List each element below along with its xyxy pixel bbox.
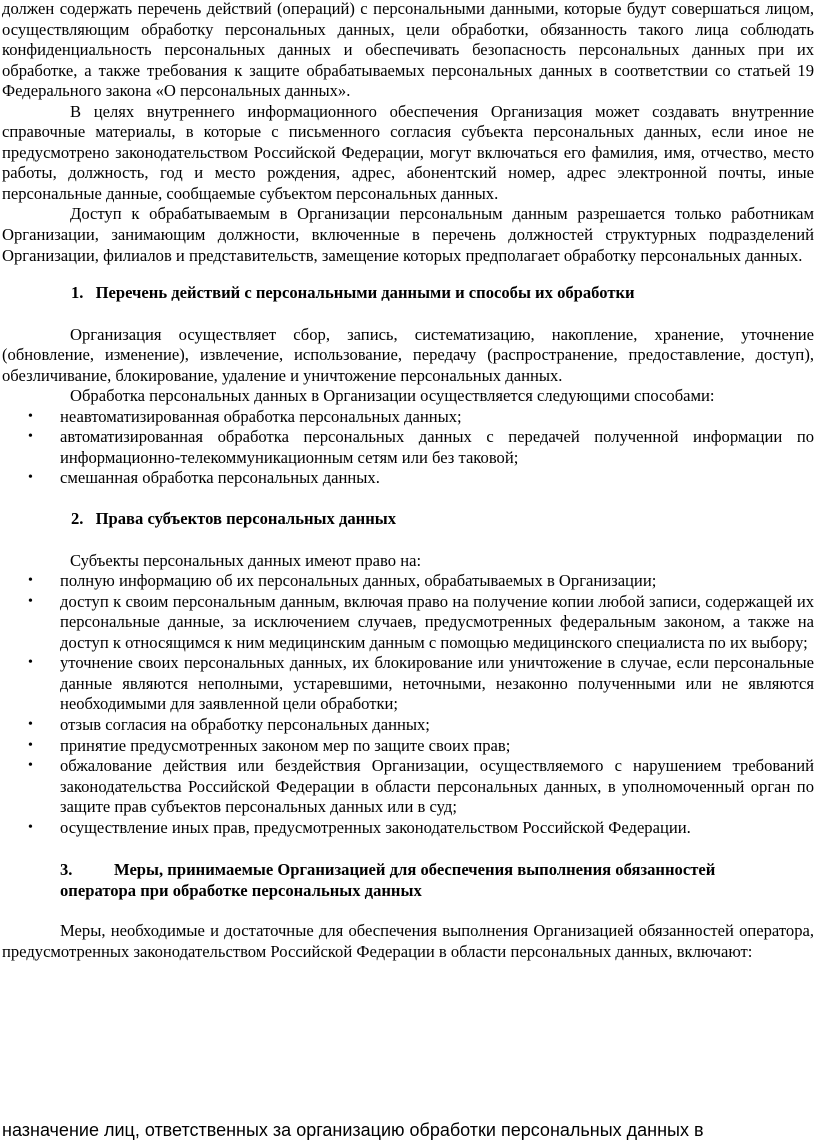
section-3-title-line-2: оператора при обработке персональных данных (60, 880, 422, 900)
section-1-number: 1. (71, 283, 84, 303)
bullet: • (28, 819, 33, 835)
bullet: • (28, 737, 33, 753)
list-item: • доступ к своим персональным данным, включая право на получение копии любой записи, содержащей их персональные данные, за исключением случаев, предусмотренных федеральным законом, а также на доступ к относящимся к ним медицинским данным с помощью медицинского специалиста по их выбору; (28, 591, 814, 652)
intro-paragraph-3: Доступ к обрабатываемым в Организации персональным данным разрешается только работникам Организации, занимающим должности, включенные в перечень должностей структурных подразделений Организации, филиалов и представительств, замещение которых предполагает обработку персональных данных. (2, 204, 814, 265)
list-item: • отзыв согласия на обработку персональных данных; (28, 714, 430, 734)
bullet: • (28, 573, 33, 589)
section-2-heading (0, 509, 816, 530)
section-3-heading (0, 860, 816, 901)
section-2-number: 2. (71, 509, 84, 529)
intro-paragraph-2: В целях внутреннего информационного обеспечения Организация может создавать внутренние справочные материалы, в которые с письменного согласия субъекта персональных данных, если иное не предусмотрено законодательством Российской Федерации, могут включаться его фамилия, имя, отчество, место работы, должность, год и место рождения, адрес, абонентский номер, адрес электронной почты, иные персональные данные, сообщаемые субъектом персональных данных. (2, 101, 814, 203)
bullet: • (28, 716, 33, 732)
section-3-paragraph-1: Меры, необходимые и достаточные для обеспечения выполнения Организацией обязанностей оператора, предусмотренных законодательством Российской Федерации в области персональных данных, включают: (2, 921, 814, 961)
list-item: • смешанная обработка персональных данных. (28, 468, 380, 488)
bullet: • (28, 408, 33, 424)
cut-off-line: назначение лиц, ответственных за организацию обработки персональных данных в (2, 1120, 704, 1140)
bullet: • (28, 470, 33, 486)
bullet: • (28, 758, 33, 774)
list-item: • полную информацию об их персональных данных, обрабатываемых в Организации; (28, 571, 657, 591)
list-item: • автоматизированная обработка персональных данных с передачей полученной информации по информационно-телекоммуникационным сетям или без таковой; (28, 427, 814, 467)
section-1-paragraph-2: Обработка персональных данных в Организации осуществляется следующими способами: (70, 386, 715, 406)
section-1-list (0, 407, 816, 489)
list-item: • уточнение своих персональных данных, их блокирование или уничтожение в случае, если персональные данные являются неполными, устаревшими, неточными, незаконно полученными или не являются необходимыми для заявленной цели обработки; (28, 653, 814, 714)
section-3-number: 3. (60, 860, 73, 880)
list-item: • неавтоматизированная обработка персональных данных; (28, 406, 462, 426)
list-item: • принятие предусмотренных законом мер по защите своих прав; (28, 735, 511, 755)
section-1-title: Перечень действий с персональными данными и способы их обработки (95, 283, 635, 303)
list-item: • осуществление иных прав, предусмотренных законодательством Российской Федерации. (28, 817, 691, 837)
bullet: • (28, 429, 33, 445)
section-2-paragraph-1: Субъекты персональных данных имеют право на: (70, 550, 422, 570)
bullet: • (28, 593, 33, 609)
section-3-title-line-1: Меры, принимаемые Организацией для обеспечения выполнения обязанностей (114, 860, 716, 880)
section-2-title: Права субъектов персональных данных (95, 509, 397, 529)
section-1-paragraph-1: Организация осуществляет сбор, запись, систематизацию, накопление, хранение, уточнение (обновление, изменение), извлечение, использование, передачу (распространение, предоставление, доступ), обезличивание, блокирование, удаление и уничтожение персональных данных. (2, 324, 814, 385)
list-item: • обжалование действия или бездействия Организации, осуществляемого с нарушением требований законодательства Российской Федерации в области персональных данных, в уполномоченный орган по защите прав субъектов персональных данных или в суд; (28, 756, 814, 817)
bullet: • (28, 655, 33, 671)
intro-paragraph-1: должен содержать перечень действий (операций) с персональными данными, которые будут совершаться лицом, осуществляющим обработку персональных данных, цели обработки, обязанность такого лица соблюдать конфиденциальность персональных данных и обеспечивать безопасность персональных данных при их обработке, а также требования к защите обрабатываемых персональных данных в соответствии со статьей 19 Федерального закона «О персональных данных». (2, 0, 814, 101)
section-1-heading (0, 283, 816, 304)
section-2-list (0, 571, 816, 838)
